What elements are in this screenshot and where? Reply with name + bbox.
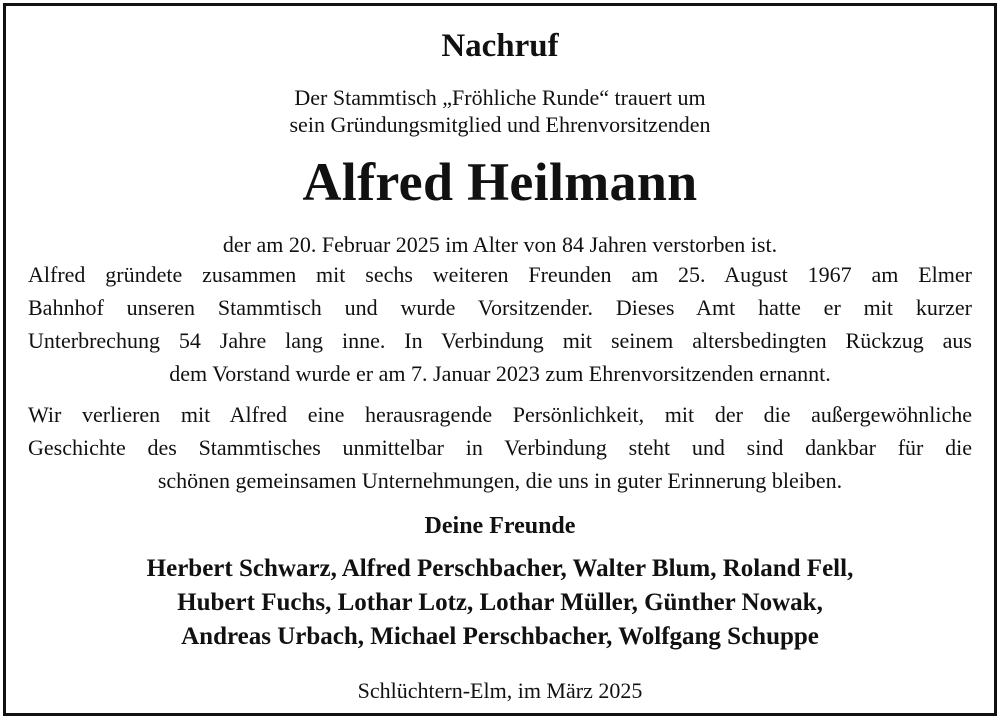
intro-text: [6, 84, 994, 138]
notice-heading: Nachruf: [441, 28, 559, 64]
paragraph-line: schönen gemeinsamen Unternehmungen, die uns in guter Erinnerung bleiben.: [157, 468, 843, 493]
paragraph-line: Wir verlieren mit Alfred eine herausragende Persönlichkeit, mit der die außergewöhnliche: [28, 402, 972, 427]
paragraph-line: dem Vorstand wurde er am 7. Januar 2023 zum Ehrenvorsitzenden ernannt.: [169, 361, 831, 386]
friends-list: [6, 552, 994, 654]
friends-line: Hubert Fuchs, Lothar Lotz, Lothar Müller, Günther Nowak,: [177, 589, 823, 616]
place-date: Schlüchtern-Elm, im März 2025: [357, 678, 643, 703]
friends-line: Herbert Schwarz, Alfred Perschbacher, Walter Blum, Roland Fell,: [146, 555, 854, 582]
friends-heading: Deine Freunde: [424, 513, 576, 539]
friends-line: Andreas Urbach, Michael Perschbacher, Wolfgang Schuppe: [181, 623, 819, 650]
intro-line: Der Stammtisch „Fröhliche Runde“ trauert um: [294, 85, 706, 110]
paragraph-line: Bahnhof unseren Stammtisch und wurde Vorsitzender. Dieses Amt hatte er mit kurzer: [28, 295, 972, 320]
paragraph-line: Geschichte des Stammtisches unmittelbar in Verbindung steht und sind dankbar für die: [28, 435, 972, 460]
obituary-notice: [6, 6, 994, 713]
death-date-line: der am 20. Februar 2025 im Alter von 84 Jahren verstorben ist.: [222, 232, 778, 257]
intro-line: sein Gründungsmitglied und Ehrenvorsitzenden: [289, 112, 711, 137]
paragraph-line: Unterbrechung 54 Jahre lang inne. In Verbindung mit seinem altersbedingten Rückzug aus: [28, 328, 972, 353]
paragraph-biography: [28, 258, 972, 390]
notice-border: [3, 3, 997, 716]
paragraph-line: Alfred gründete zusammen mit sechs weiteren Freunden am 25. August 1967 am Elmer: [28, 262, 972, 287]
paragraph-tribute: [28, 398, 972, 497]
deceased-name: Alfred Heilmann: [302, 152, 698, 212]
